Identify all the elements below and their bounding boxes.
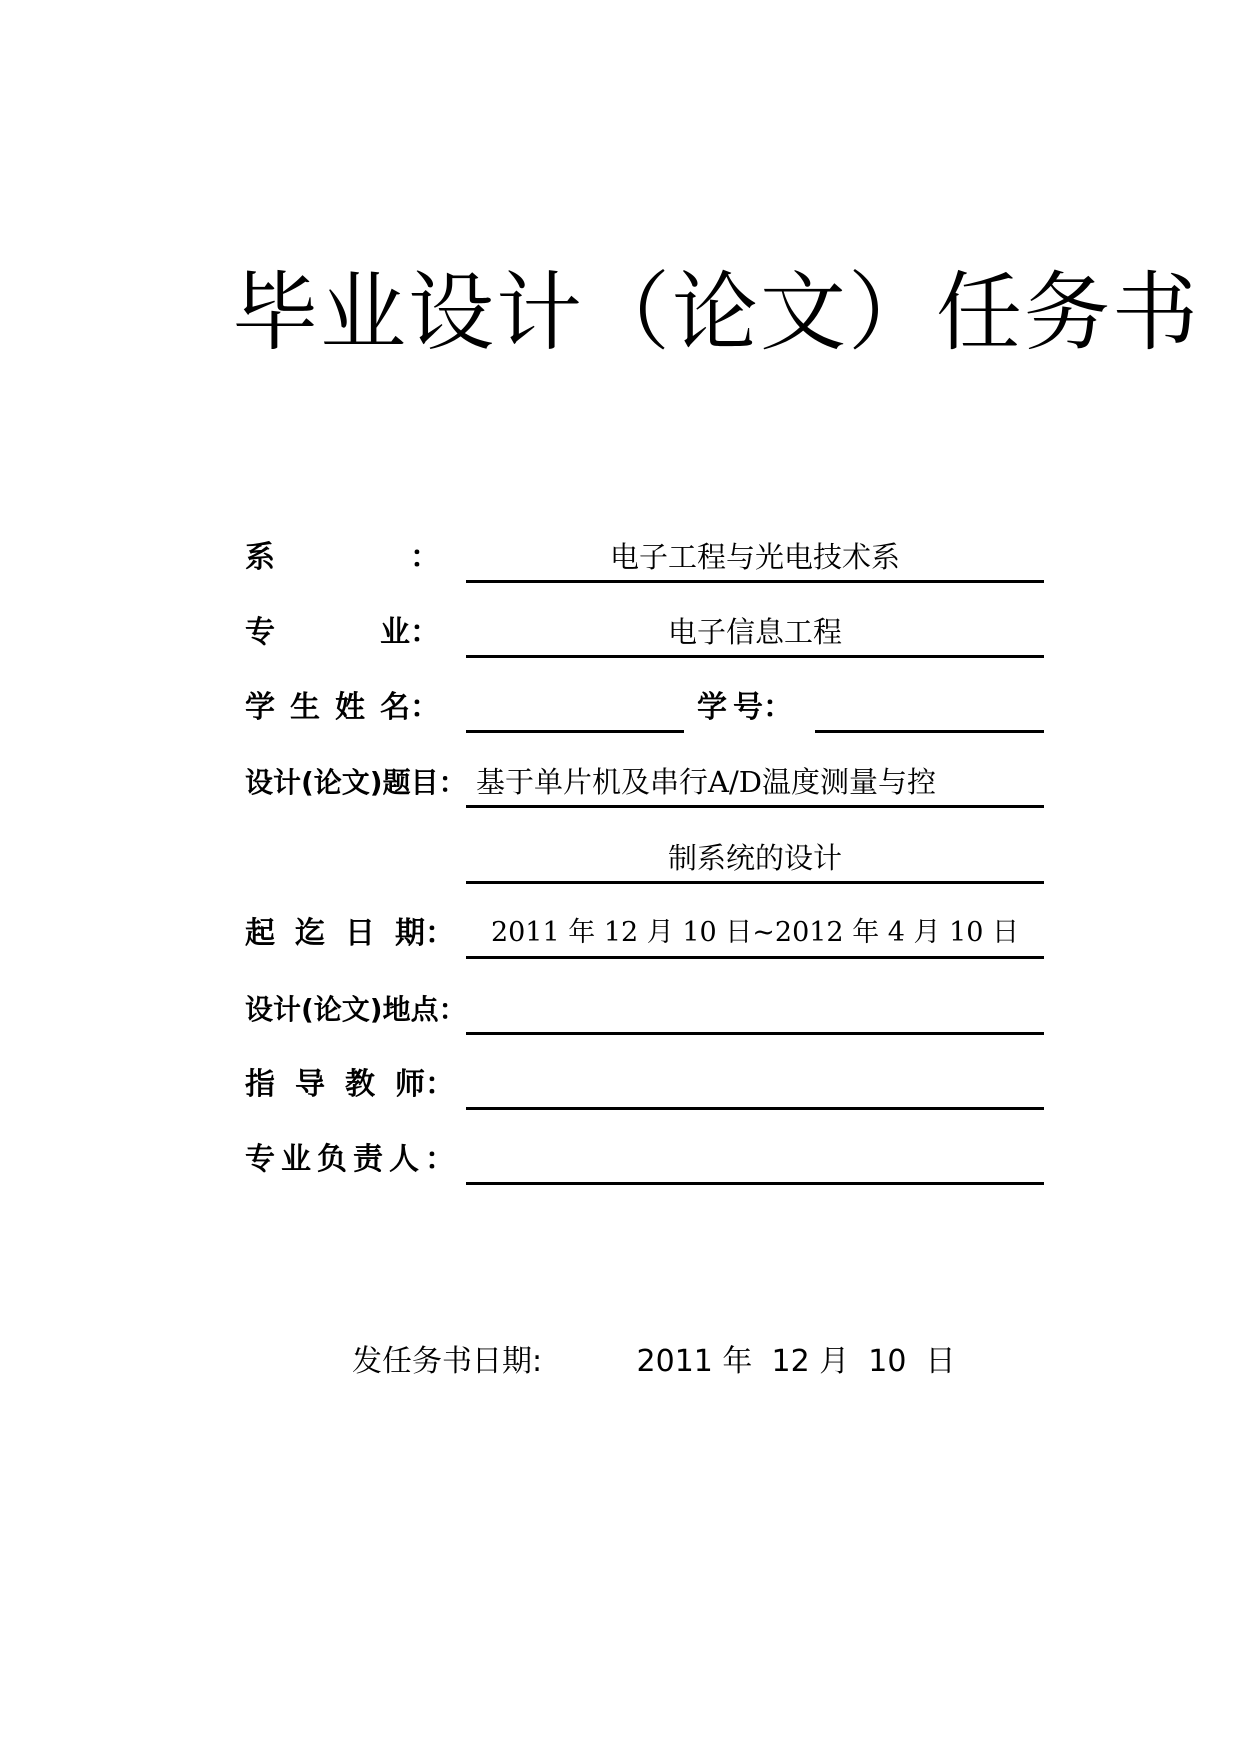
department-label [245, 538, 440, 578]
department-label-char: ： [410, 540, 440, 575]
location-label: 设计(论文)地点： [245, 993, 467, 1026]
advisor-label [245, 1065, 455, 1105]
supervisor-label [245, 1140, 455, 1180]
dates-label-char: 起 [245, 916, 275, 951]
supervisor-field[interactable] [466, 1138, 1044, 1185]
supervisor-label-char: 人 [389, 1142, 419, 1177]
department-field[interactable] [466, 536, 1044, 583]
dates-field[interactable] [466, 912, 1044, 959]
student-id-label-char: 学 [697, 690, 727, 725]
supervisor-label-char: 负 [317, 1142, 347, 1177]
supervisor-label-char: 责 [353, 1142, 383, 1177]
major-label-char: 专 [245, 615, 275, 650]
major-field[interactable] [466, 611, 1044, 658]
supervisor-label-char: 业 [281, 1142, 311, 1177]
supervisor-label-char: 专 [245, 1142, 275, 1177]
student-name-label-char: 姓 [335, 690, 365, 725]
major-label-char: 业： [380, 615, 440, 650]
student-id-field[interactable] [815, 686, 1044, 733]
advisor-label-char: 导 [295, 1067, 325, 1102]
advisor-label-char: 师： [395, 1067, 455, 1102]
student-name-label-char: 名： [380, 690, 440, 725]
advisor-label-char: 教 [345, 1067, 375, 1102]
topic-value-line1: 基于单片机及串行A/D温度测量与控 [476, 765, 936, 799]
topic-label: 设计(论文)题目： [245, 766, 467, 799]
document-title: 毕业设计（论文）任务书 [232, 263, 1200, 363]
student-name-label-char: 学 [245, 690, 275, 725]
advisor-label-char: 指 [245, 1067, 275, 1102]
topic-field-line1[interactable] [466, 761, 1044, 808]
student-name-field[interactable] [466, 686, 684, 733]
student-name-label [245, 688, 440, 728]
major-label [245, 613, 440, 653]
dates-label [245, 914, 455, 954]
topic-field-line2[interactable] [466, 837, 1044, 884]
supervisor-label-char: ： [425, 1142, 455, 1177]
student-id-label [697, 688, 793, 728]
department-value: 电子工程与光电技术系 [609, 540, 900, 574]
location-field[interactable] [466, 988, 1044, 1035]
dates-value: 2011 年 12 月 10 日~2012 年 4 月 10 日 [490, 917, 1020, 948]
issue-date-value: 2011 年 12 月 10 日 [636, 1344, 956, 1379]
advisor-field[interactable] [466, 1063, 1044, 1110]
student-name-label-char: 生 [290, 690, 320, 725]
major-value: 电子信息工程 [667, 615, 842, 649]
topic-value-line2: 制系统的设计 [667, 841, 842, 875]
dates-label-char: 期： [395, 916, 455, 951]
issue-date-label: 发任务书日期: [352, 1344, 543, 1379]
student-id-label-char: 号： [733, 690, 793, 725]
department-label-char: 系 [245, 540, 275, 575]
issue-date [352, 1340, 972, 1384]
dates-label-char: 迄 [295, 916, 325, 951]
dates-label-char: 日 [345, 916, 375, 951]
